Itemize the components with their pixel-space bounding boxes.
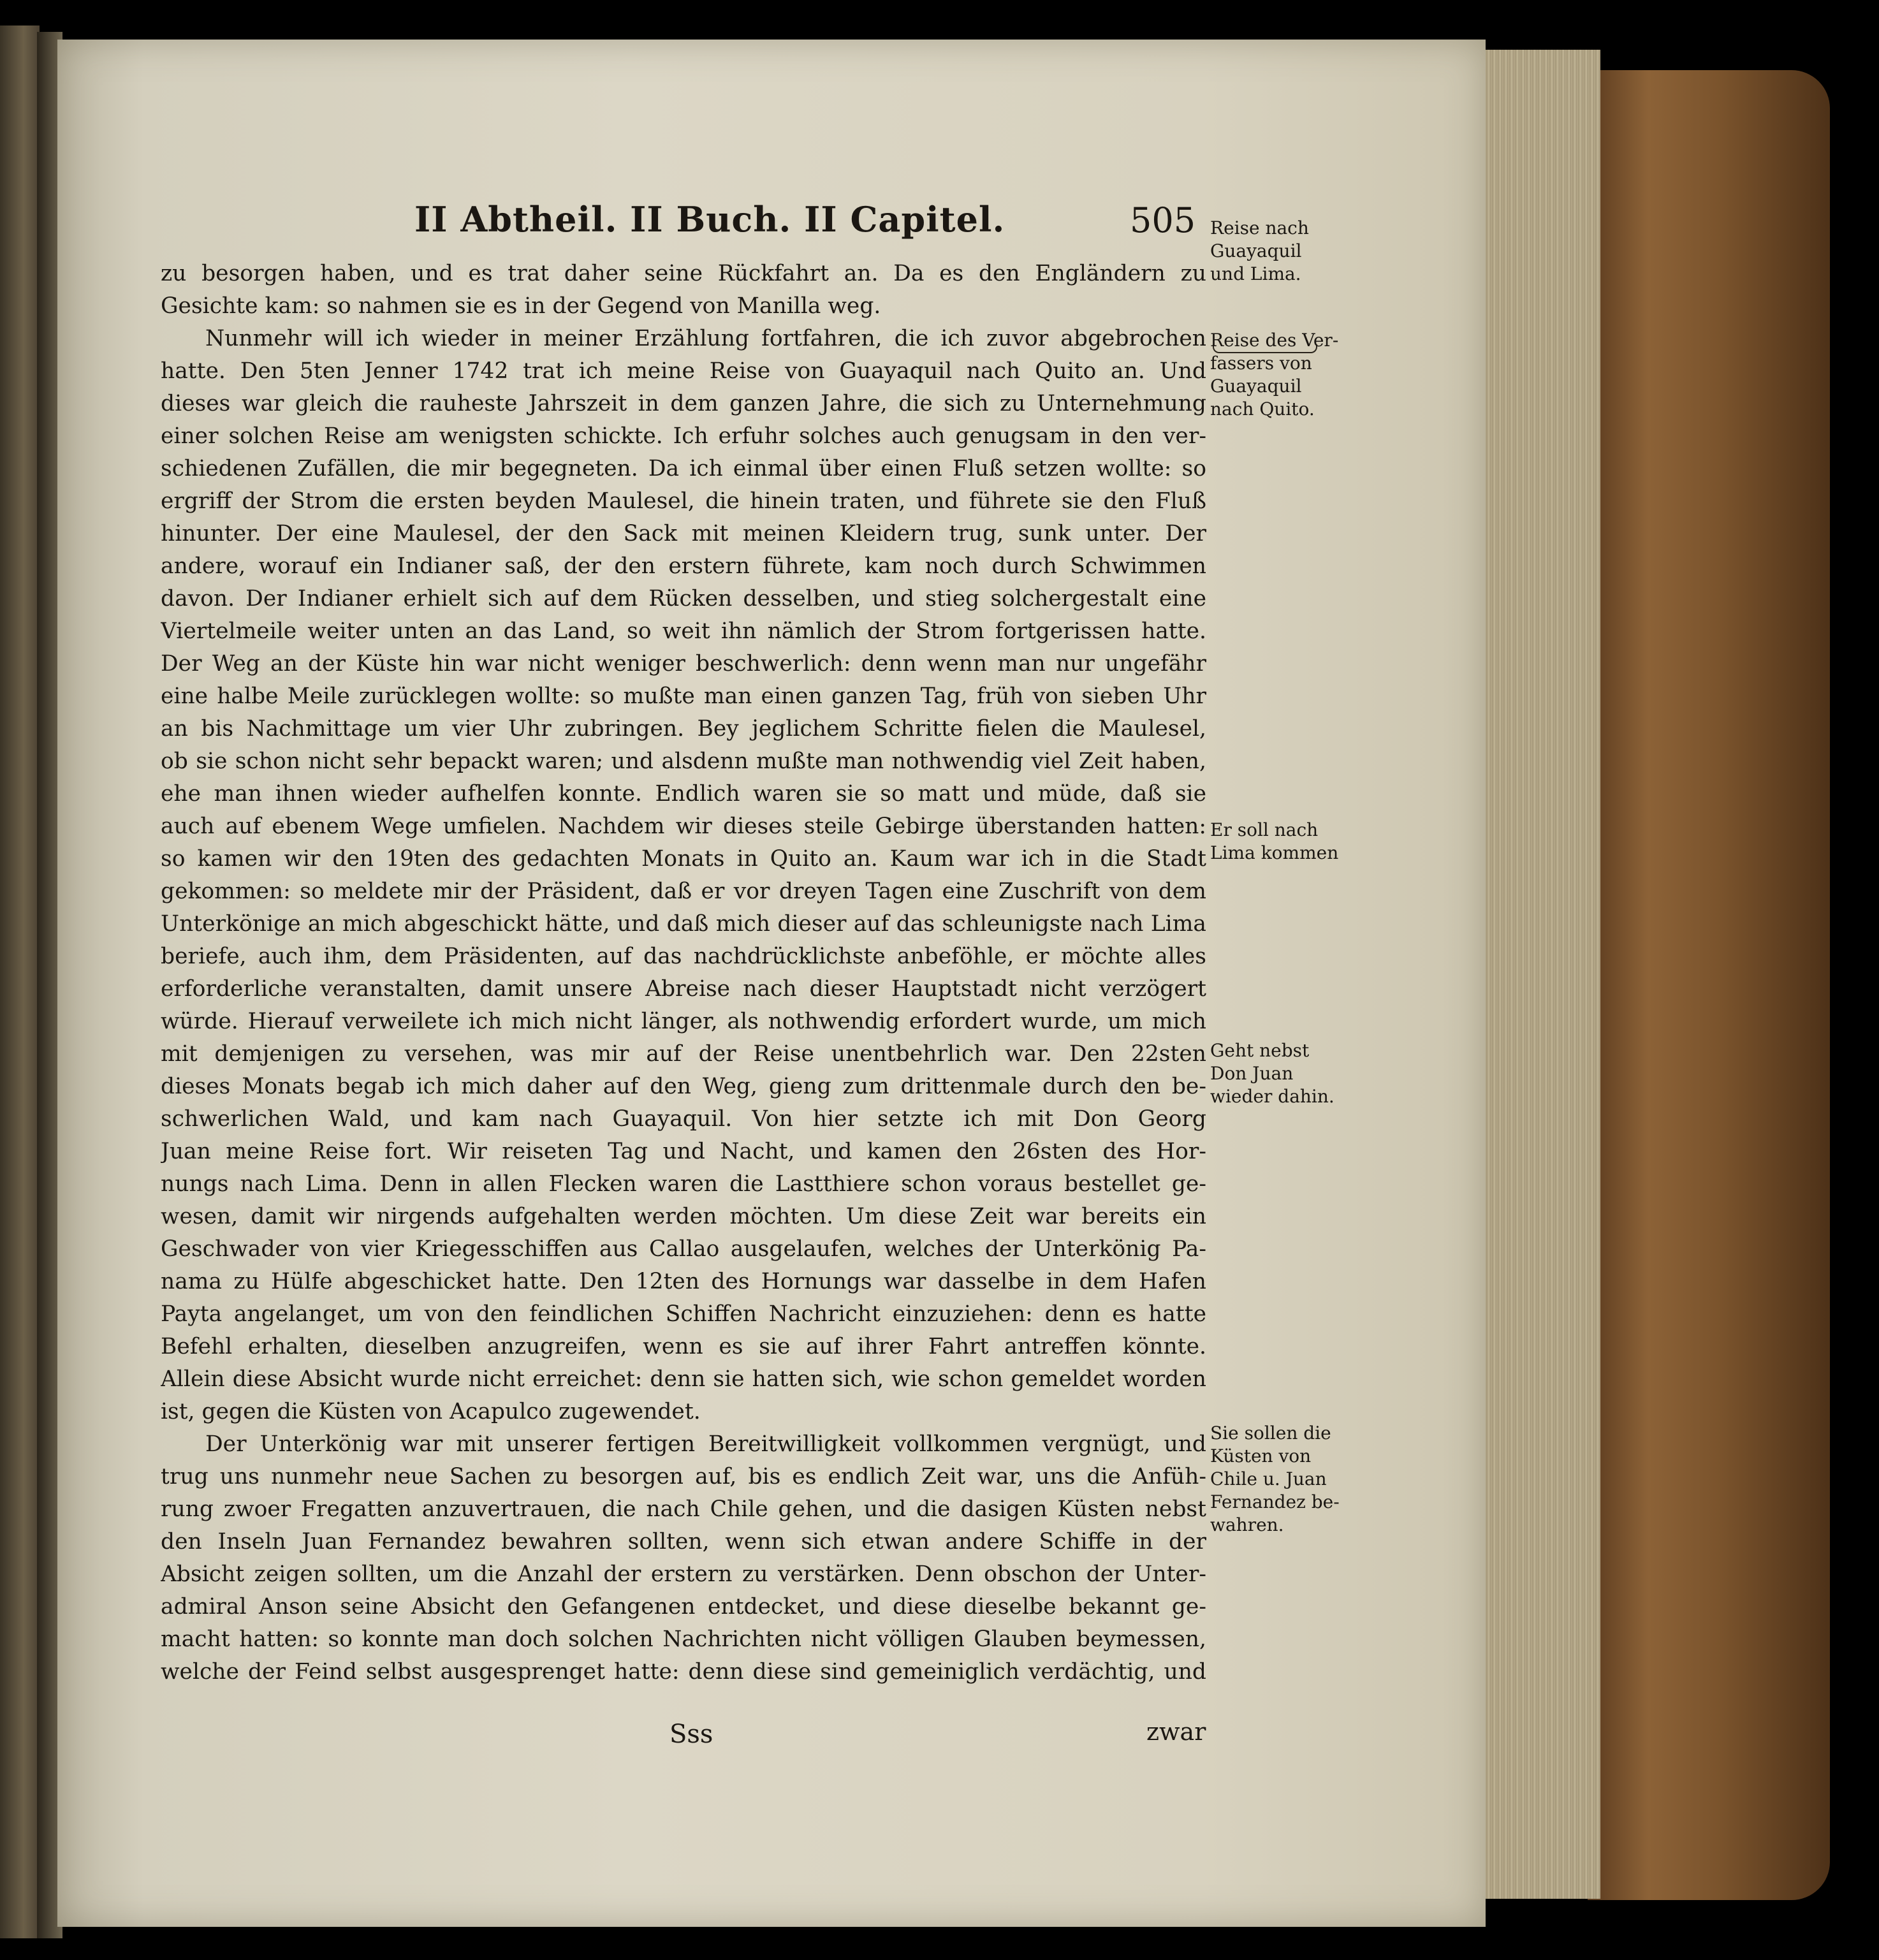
text-line: trug uns nunmehr neue Sachen zu besorgen auf, bis es endlich Zeit war, uns die Anfüh-: [161, 1464, 1206, 1489]
text-line: hatte. Den 5ten Jenner 1742 trat ich meine Reise von Guayaquil nach Quito an. Und: [161, 358, 1206, 384]
note-line: Reise nach: [1210, 217, 1309, 238]
text-line: eine halbe Meile zurücklegen wollte: so mußte man einen ganzen Tag, früh von sieben Uhr: [161, 684, 1206, 709]
text-line: ob sie schon nicht sehr bepackt waren; und alsdenn mußte man nothwendig viel Zeit haben,: [161, 749, 1206, 774]
note-line: Don Juan: [1210, 1063, 1294, 1084]
text-line: erforderliche veranstalten, damit unsere Abreise nach dieser Hauptstadt nicht verzögert: [161, 976, 1206, 1002]
text-line: davon. Der Indianer erhielt sich auf dem Rücken desselben, und stieg solchergestalt eine: [161, 586, 1206, 611]
text-line: an bis Nachmittage um vier Uhr zubringen. Bey jeglichem Schritte fielen die Maulesel,: [161, 716, 1206, 742]
catchword: zwar: [1146, 1718, 1206, 1746]
note-line: fassers von: [1210, 353, 1312, 374]
main-text-block: [161, 258, 1206, 1688]
leather-cover-edge: [1588, 70, 1830, 1900]
text-line: zu besorgen haben, und es trat daher seine Rückfahrt an. Da es den Engländern zu: [161, 261, 1206, 286]
text-line: beriefe, auch ihm, dem Präsidenten, auf das nachdrücklichste anbeföhle, er möchte alles: [161, 944, 1206, 969]
text-line: ehe man ihnen wieder aufhelfen konnte. Endlich waren sie so matt und müde, daß sie: [161, 781, 1206, 807]
text-line: Nunmehr will ich wieder in meiner Erzählung fortfahren, die ich zuvor abgebrochen: [205, 326, 1206, 351]
text-line: rung zwoer Fregatten anzuvertrauen, die nach Chile gehen, und die dasigen Küsten nebst: [161, 1496, 1206, 1522]
text-line: mit demjenigen zu versehen, was mir auf der Reise unentbehrlich war. Den 22sten: [161, 1041, 1206, 1067]
note-line: Geht nebst: [1210, 1040, 1310, 1061]
note-line: wieder dahin.: [1210, 1086, 1334, 1107]
text-line: den Inseln Juan Fernandez bewahren sollten, wenn sich etwan andere Schiffe in der: [161, 1529, 1206, 1554]
marginal-note-lima: [1210, 819, 1344, 865]
text-line: schiedenen Zufällen, die mir begegneten. Da ich einmal über einen Fluß setzen wollte: so: [161, 456, 1206, 481]
running-head: II Abtheil. II Buch. II Capitel.: [414, 199, 1005, 240]
text-line: welche der Feind selbst ausgesprenget hatte: denn diese sind gemeiniglich verdächtig, und: [161, 1659, 1206, 1685]
marginal-note-don-juan: [1210, 1039, 1344, 1108]
signature-mark: Sss: [669, 1720, 713, 1749]
text-line: Geschwader von vier Kriegesschiffen aus Callao ausgelaufen, welches der Unterkönig Pa-: [161, 1236, 1206, 1262]
marginal-note-chile: [1210, 1422, 1344, 1537]
note-line: Reise des Ver-: [1210, 330, 1339, 351]
text-line: nungs nach Lima. Denn in allen Flecken waren die Lastthiere schon voraus bestellet ge-: [161, 1171, 1206, 1197]
text-line: Der Unterkönig war mit unserer fertigen Bereitwilligkeit vollkommen vergnügt, und: [205, 1431, 1206, 1457]
text-line: Gesichte kam: so nahmen sie es in der Gegend von Manilla weg.: [161, 293, 881, 319]
text-line: Viertelmeile weiter unten an das Land, so weit ihn nämlich der Strom fortgerissen hatte.: [161, 618, 1206, 644]
text-line: hinunter. Der eine Maulesel, der den Sack mit meinen Kleidern trug, sunk unter. Der: [161, 521, 1206, 546]
page-number: 505: [1130, 200, 1196, 240]
text-line: Der Weg an der Küste hin war nicht weniger beschwerlich: denn wenn man nur ungefähr: [161, 651, 1206, 676]
text-line: ergriff der Strom die ersten beyden Maulesel, die hinein traten, und führete sie den Fluß: [161, 488, 1206, 514]
marginal-note-quito: [1210, 329, 1344, 421]
text-line: Payta angelanget, um von den feindlichen Schiffen Nachricht einzuziehen: denn es hatte: [161, 1301, 1206, 1327]
text-line: Juan meine Reise fort. Wir reiseten Tag und Nacht, und kamen den 26sten des Hor-: [161, 1139, 1206, 1164]
text-line: einer solchen Reise am wenigsten schickte. Ich erfuhr solches auch genugsam in den ver-: [161, 423, 1206, 449]
text-line: Absicht zeigen sollten, um die Anzahl der erstern zu verstärken. Denn obschon der Unter-: [161, 1561, 1206, 1587]
note-line: nach Quito.: [1210, 399, 1315, 420]
text-line: macht hatten: so konnte man doch solchen Nachrichten nicht völligen Glauben beymessen,: [161, 1627, 1206, 1652]
left-page-edge: [0, 26, 40, 1938]
text-line: gekommen: so meldete mir der Präsident, daß er vor dreyen Tagen eine Zuschrift von dem: [161, 879, 1206, 904]
note-line: Guayaquil: [1210, 240, 1302, 261]
text-line: andere, worauf ein Indianer saß, der den erstern führete, kam noch durch Schwimmen: [161, 553, 1206, 579]
text-line: nama zu Hülfe abgeschicket hatte. Den 12ten des Hornungs war dasselbe in dem Hafen: [161, 1269, 1206, 1294]
marginal-note-travel: [1210, 217, 1344, 286]
text-line: dieses war gleich die rauheste Jahrszeit in dem ganzen Jahre, die sich zu Unternehmung: [161, 391, 1206, 416]
page-block-edges: [1479, 50, 1600, 1899]
note-line: Er soll nach: [1210, 819, 1319, 840]
text-line: so kamen wir den 19ten des gedachten Monats in Quito an. Kaum war ich in die Stadt: [161, 846, 1206, 872]
note-line: Küsten von: [1210, 1445, 1312, 1466]
text-line: admiral Anson seine Absicht den Gefangenen entdecket, und diese dieselbe bekannt ge-: [161, 1594, 1206, 1620]
book-page: [57, 40, 1486, 1927]
text-line: würde. Hierauf verweilete ich mich nicht länger, als nothwendig erfordert wurde, um mich: [161, 1009, 1206, 1034]
note-line: und Lima.: [1210, 263, 1301, 284]
note-line: Sie sollen die: [1210, 1422, 1331, 1444]
note-line: Lima kommen: [1210, 842, 1339, 863]
text-line: auch auf ebenem Wege umfielen. Nachdem wir dieses steile Gebirge überstanden hatten:: [161, 814, 1206, 839]
text-line: Befehl erhalten, dieselben anzugreifen, wenn es sie auf ihrer Fahrt antreffen könnte.: [161, 1334, 1206, 1359]
text-line: Allein diese Absicht wurde nicht erreichet: denn sie hatten sich, wie schon gemeldet worden: [161, 1366, 1206, 1392]
note-line: Chile u. Juan: [1210, 1468, 1327, 1489]
note-line: wahren.: [1210, 1514, 1284, 1535]
text-line: schwerlichen Wald, und kam nach Guayaquil. Von hier setzte ich mit Don Georg: [161, 1106, 1206, 1132]
note-line: Guayaquil: [1210, 376, 1302, 397]
text-line: ist, gegen die Küsten von Acapulco zugewendet.: [161, 1399, 701, 1424]
text-line: wesen, damit wir nirgends aufgehalten werden möchten. Um diese Zeit war bereits ein: [161, 1204, 1206, 1229]
text-line: Unterkönige an mich abgeschickt hätte, und daß mich dieser auf das schleunigste nach Lima: [161, 911, 1206, 937]
text-line: dieses Monats begab ich mich daher auf den Weg, gieng zum drittenmale durch den be-: [161, 1074, 1206, 1099]
note-line: Fernandez be-: [1210, 1491, 1340, 1512]
